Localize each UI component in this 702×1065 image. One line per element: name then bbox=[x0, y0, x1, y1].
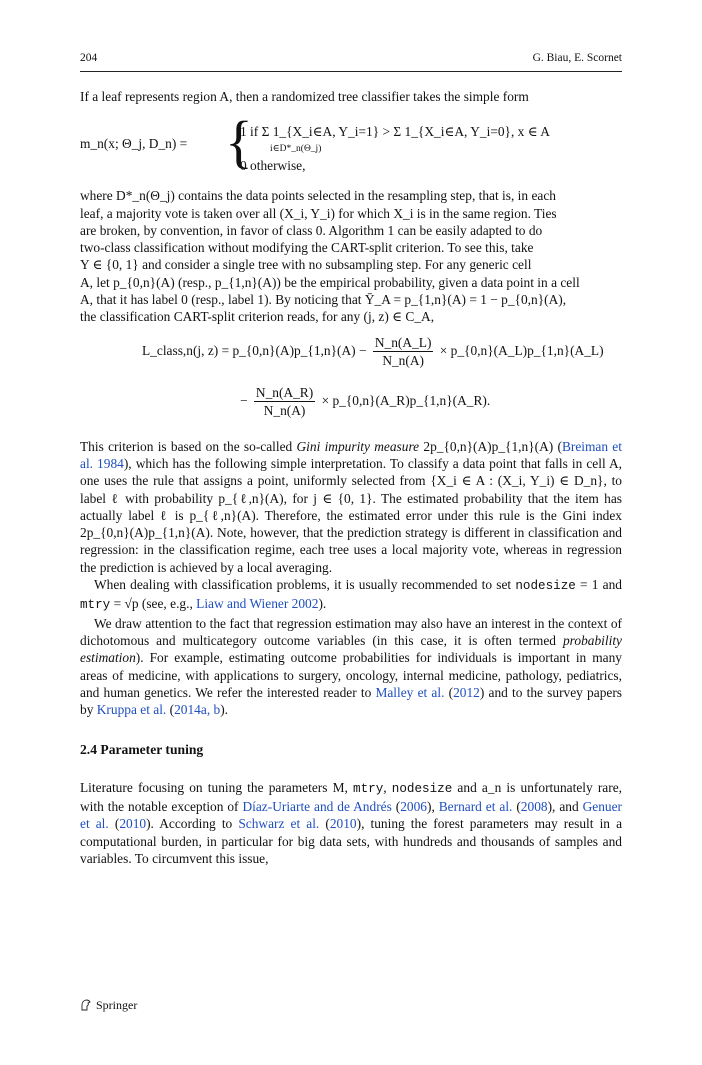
eq1-sum-range: i∈D*_n(Θ_j) bbox=[270, 144, 322, 155]
para3-text: = 1 and bbox=[575, 577, 622, 593]
para5-text: ( bbox=[512, 799, 521, 815]
para5-text: ), tuning the forest parameters may result in a computational burden, in particular for big data sets, with hundreds and thousands of samples and variables. To circumvent this issue, bbox=[80, 816, 623, 866]
para4-text: ( bbox=[166, 702, 175, 718]
publisher-name: Springer bbox=[96, 998, 138, 1012]
eq2-line1-rhs: × p_{0,n}(A_L)p_{1,n}(A_L) bbox=[439, 342, 604, 358]
body-text bbox=[80, 88, 622, 867]
para5-text: ( bbox=[108, 816, 120, 832]
eq1-brace: { bbox=[225, 109, 253, 175]
citation-link-bernard-year[interactable]: 2008 bbox=[520, 799, 548, 815]
para5-text: ). According to bbox=[146, 816, 239, 832]
para1-line: two-class classification without modifying the CART-split criterion. To see this, take bbox=[80, 240, 534, 256]
para4-text: ). bbox=[220, 702, 229, 718]
citation-link-diaz[interactable]: Díaz-Uriarte and de Andrés bbox=[242, 799, 392, 815]
para4-text: ) and to the survey papers by bbox=[80, 684, 623, 718]
eq2-line2-rhs: × p_{0,n}(A_R)p_{1,n}(A_R). bbox=[321, 392, 491, 408]
page-number: 204 bbox=[80, 52, 98, 64]
para3-text: When dealing with classification problems, it is usually recommended to set bbox=[94, 577, 512, 593]
para4-text: ( bbox=[444, 684, 454, 700]
para1-line: where D*_n(Θ_j) contains the data points selected in the resampling step, that is, in each bbox=[80, 188, 556, 204]
paragraph-2 bbox=[80, 438, 622, 576]
para5-text: ), and bbox=[547, 799, 583, 815]
eq1-case2: 0 otherwise, bbox=[240, 158, 306, 174]
para5-text: ), bbox=[426, 799, 439, 815]
para1-line: Y ∈ {0, 1} and consider a single tree with no subsampling step. For any generic cell bbox=[80, 257, 532, 273]
para5-text: , bbox=[383, 779, 392, 795]
para1-line: the classification CART-split criterion reads, for any (j, z) ∈ C_A, bbox=[80, 309, 435, 325]
para2-text: This criterion is based on the so-called bbox=[80, 438, 297, 454]
eq2-lhs: L_class,n(j, z) = p_{0,n}(A)p_{1,n}(A) − bbox=[142, 342, 367, 358]
para3-text: ). bbox=[318, 596, 327, 612]
code-mtry: mtry bbox=[80, 598, 111, 613]
eq2-minus: − bbox=[240, 392, 248, 408]
citation-link-schwarz[interactable]: Schwarz et al. bbox=[238, 816, 320, 832]
eq2-line1 bbox=[142, 334, 604, 370]
equation-classifier bbox=[80, 111, 622, 181]
eq2-frac2-num: N_n(A_R) bbox=[254, 384, 315, 402]
code-nodesize: nodesize bbox=[391, 781, 453, 796]
probability-estimation-term: probability estimation bbox=[80, 632, 622, 666]
code-nodesize: nodesize bbox=[515, 579, 576, 594]
gini-term: Gini impurity measure bbox=[296, 438, 420, 454]
para1-line: A, let p_{0,n}(A) (resp., p_{1,n}(A)) be the empirical probability, given a data point in a cell bbox=[80, 274, 580, 290]
citation-link-genuer[interactable]: Genuer et al. bbox=[80, 799, 623, 832]
citation-link-kruppa-year[interactable]: 2014a, b bbox=[174, 702, 221, 718]
eq1-case1: 1 if Σ 1_{X_i∈A, Y_i=1} > Σ 1_{X_i∈A, Y_i=0}, x ∈ A bbox=[240, 124, 550, 140]
eq2-frac2-den: N_n(A) bbox=[263, 402, 306, 418]
citation-link-kruppa[interactable]: Kruppa et al. bbox=[96, 702, 167, 718]
running-authors: G. Biau, E. Scornet bbox=[532, 52, 622, 64]
para5-text: and a_n is unfortunately rare, with the notable exception of bbox=[80, 779, 622, 815]
citation-link-bernard[interactable]: Bernard et al. bbox=[438, 799, 513, 815]
eq2-frac1-den: N_n(A) bbox=[382, 352, 424, 368]
section-title: 2.4 Parameter tuning bbox=[80, 742, 204, 758]
para1-line: A, that it has label 0 (resp., label 1). By noticing that Ȳ_A = p_{1,n}(A) = 1 − p_{0,n}(A), bbox=[80, 292, 567, 308]
citation-link-malley[interactable]: Malley et al. bbox=[375, 684, 445, 700]
publisher-footer bbox=[80, 998, 137, 1013]
paragraph-4 bbox=[80, 615, 622, 719]
paragraph-3 bbox=[80, 576, 622, 615]
para5-text: ( bbox=[319, 816, 330, 832]
para5-text: Literature focusing on tuning the parameters M, bbox=[80, 779, 354, 795]
para4-text: ). For example, estimating outcome probabilities for individuals is important in many areas of medicine, with applications to surgery, oncology, internal medicine, pathology, pediatrics, and human genetics. We refer the interested reader to bbox=[80, 650, 622, 700]
eq2-frac1-num: N_n(A_L) bbox=[373, 334, 434, 352]
equation-cart-criterion bbox=[80, 330, 622, 434]
eq2-line2 bbox=[240, 384, 490, 420]
citation-link-liaw[interactable]: Liaw and Wiener 2002 bbox=[196, 596, 319, 612]
para2-text: ), which has the following simple interpretation. To classify a data point that falls in cell A, one uses the rule that assigns a point, uniformly selected from {X_i ∈ A : (X_i, Y_i) ∈ D_n}, to label ℓ with probability p_{ℓ,n}(A), for j ∈ {0, 1}. The estimated probability that the item has actually label ℓ is p_{ℓ,n}(A). Therefore, the estimated error under this rule is the Gini index 2p_{0,n}(A)p_{1,n}(A). Note, however, that the prediction strategy is different in classification and regression: in the classification regime, each tree uses a local majority vote, whereas in regression the prediction is achieved by a local averaging. bbox=[80, 455, 623, 575]
eq1-lhs: m_n(x; Θ_j, D_n) = bbox=[80, 136, 188, 152]
code-mtry: mtry bbox=[353, 781, 384, 796]
paragraph-5 bbox=[80, 779, 622, 867]
para4-text: We draw attention to the fact that regression estimation may also have an interest in the context of dichotomous and multicategory outcome variables (in this case, it is often termed bbox=[80, 615, 622, 648]
para1-line: are broken, by convention, in favor of class 0. Algorithm 1 can be easily adapted to do bbox=[80, 222, 543, 238]
citation-link-breiman[interactable]: Breiman et al. 1984 bbox=[80, 438, 622, 471]
para5-text: ( bbox=[391, 799, 401, 815]
header-rule bbox=[80, 71, 622, 72]
intro-paragraph: If a leaf represents region A, then a randomized tree classifier takes the simple form bbox=[80, 89, 529, 104]
citation-link-diaz-year[interactable]: 2006 bbox=[400, 799, 427, 815]
paragraph-1 bbox=[80, 187, 622, 325]
eq2-frac2 bbox=[254, 384, 315, 420]
para3-text: = √p (see, e.g., bbox=[110, 596, 197, 612]
citation-link-genuer-year[interactable]: 2010 bbox=[119, 816, 147, 832]
para1-line: leaf, a majority vote is taken over all (X_i, Y_i) for which X_i is in the same region. Ties bbox=[80, 205, 557, 221]
citation-link-schwarz-year[interactable]: 2010 bbox=[329, 816, 357, 832]
springer-horse-icon bbox=[80, 999, 92, 1011]
para2-text: 2p_{0,n}(A)p_{1,n}(A) ( bbox=[419, 438, 562, 454]
eq2-frac1 bbox=[373, 334, 434, 370]
citation-link-malley-year[interactable]: 2012 bbox=[453, 684, 480, 700]
